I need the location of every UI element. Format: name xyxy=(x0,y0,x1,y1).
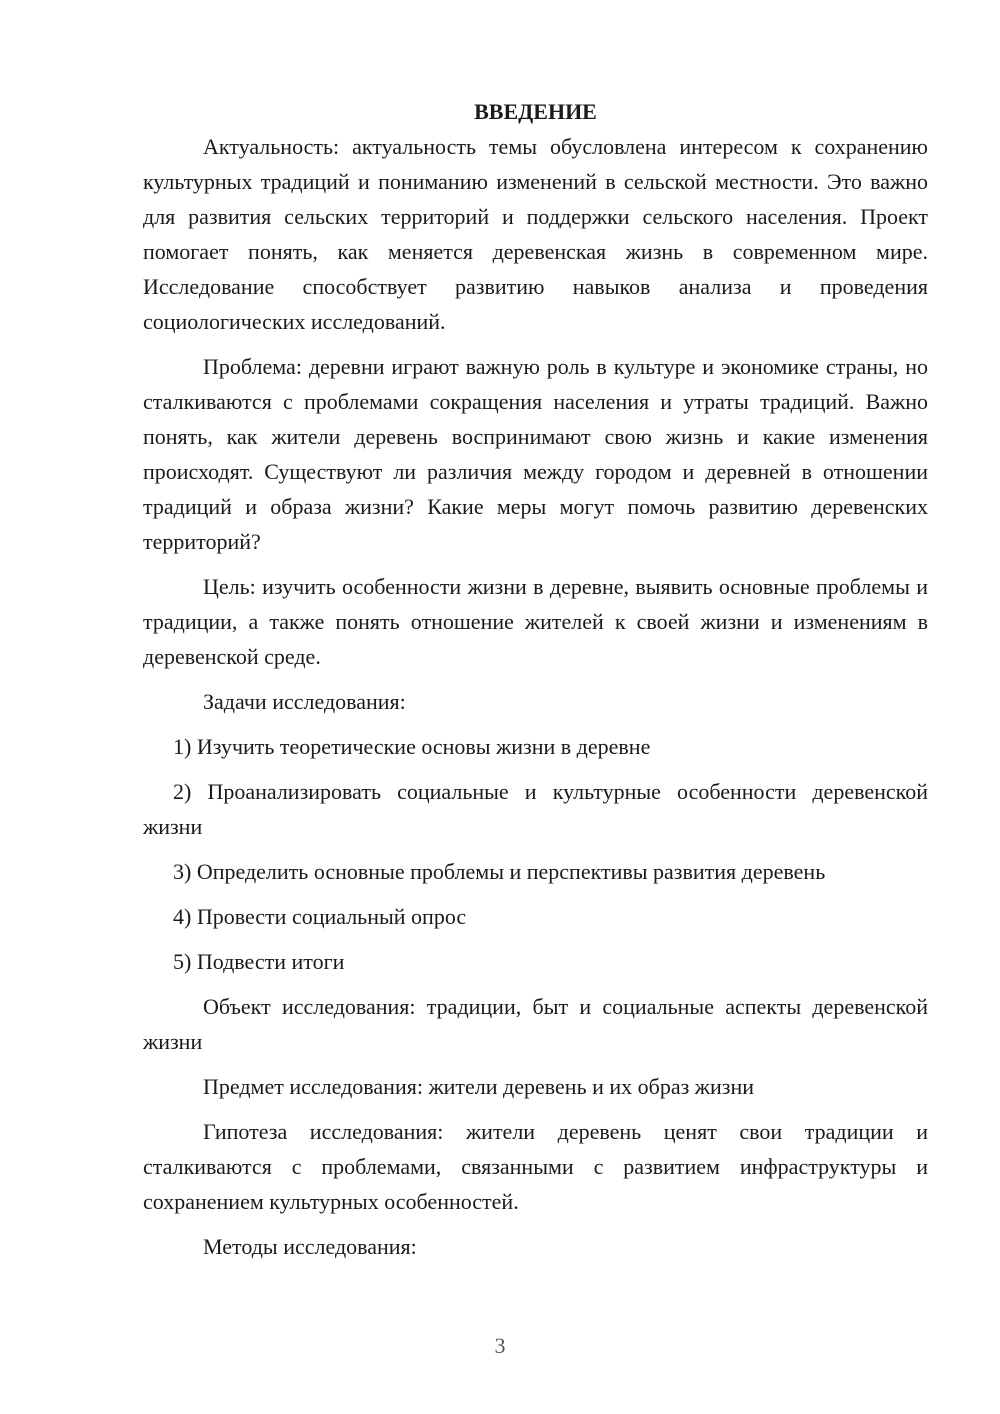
subject-paragraph: Предмет исследования: жители деревень и их образ жизни xyxy=(203,1074,755,1099)
hypothesis-paragraph: Гипотеза исследования: жители деревень ценят свои традиции и сталкиваются с проблемами, связанными с развитием инфраструктуры и сохранением культурных особенностей. xyxy=(143,1119,928,1214)
relevance-paragraph: Актуальность: актуальность темы обусловлена интересом к сохранению культурных традиций и пониманию изменений в сельской местности. Это важно для развития сельских территорий и поддержки сельского населения. Проект помогает понять, как меняется деревенская жизнь в современном мире. Исследование способствует развитию навыков анализа и проведения социологических исследований. xyxy=(143,134,928,334)
task-item: 3) Определить основные проблемы и перспективы развития деревень xyxy=(173,859,826,884)
page-number: 3 xyxy=(494,1333,506,1358)
tasks-heading: Задачи исследования: xyxy=(203,689,406,714)
methods-heading: Методы исследования: xyxy=(203,1234,417,1259)
problem-paragraph: Проблема: деревни играют важную роль в культуре и экономике страны, но сталкиваются с проблемами сокращения населения и утраты традиций. Важно понять, как жители деревень воспринимают свою жизнь и какие изменения происходят. Существуют ли различия между городом и деревней в отношении традиций и образа жизни? Какие меры могут помочь развитию деревенских территорий? xyxy=(143,354,928,554)
task-item: 2) Проанализировать социальные и культурные особенности деревенской жизни xyxy=(143,779,928,839)
object-paragraph: Объект исследования: традиции, быт и социальные аспекты деревенской жизни xyxy=(143,994,928,1054)
task-item: 4) Провести социальный опрос xyxy=(173,904,467,929)
goal-paragraph: Цель: изучить особенности жизни в деревне, выявить основные проблемы и традиции, а также понять отношение жителей к своей жизни и изменениям в деревенской среде. xyxy=(143,574,928,669)
task-item: 1) Изучить теоретические основы жизни в деревне xyxy=(173,734,651,759)
document-page xyxy=(143,94,928,1264)
task-item: 5) Подвести итоги xyxy=(173,949,345,974)
page-title: ВВЕДЕНИЕ xyxy=(474,99,597,124)
